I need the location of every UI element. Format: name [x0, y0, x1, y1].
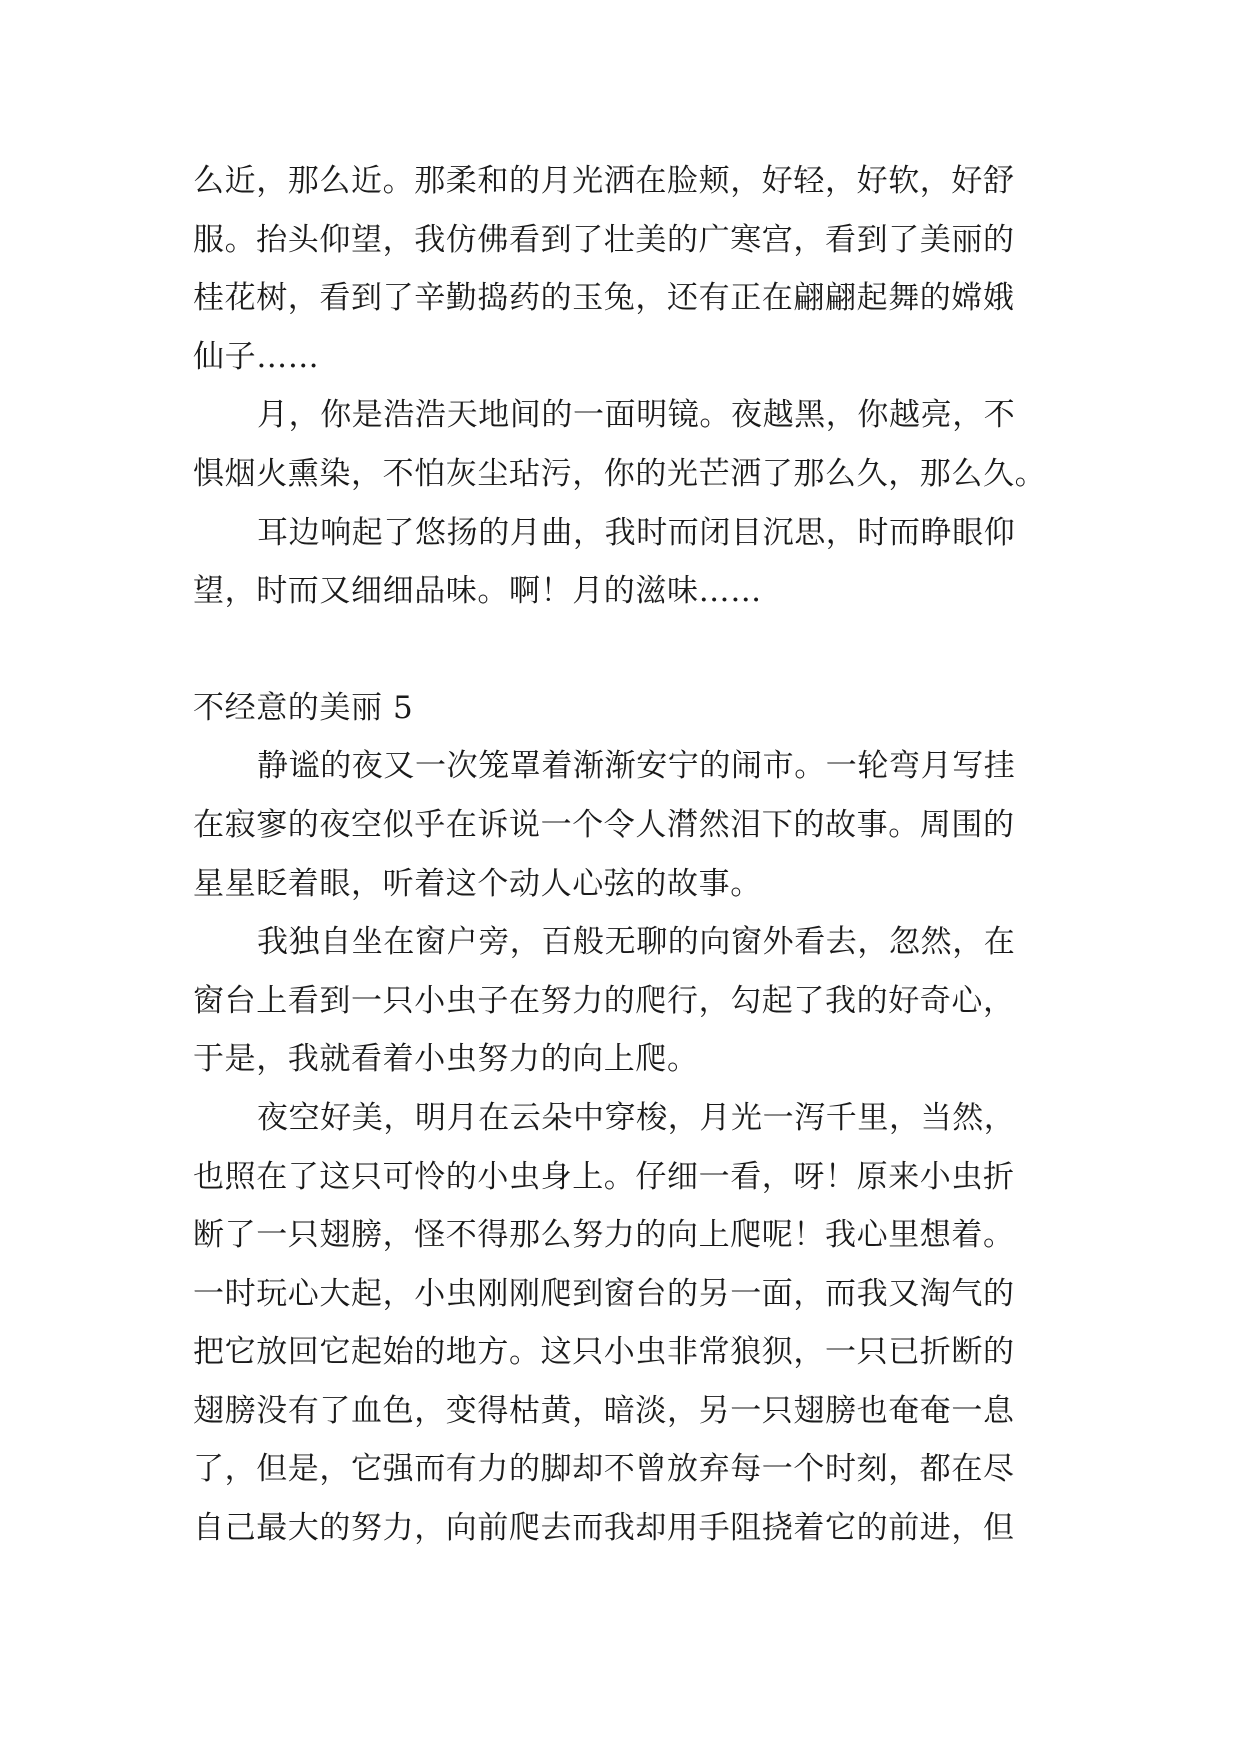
text-line: 星星眨着眼，听着这个动人心弦的故事。 — [193, 865, 762, 902]
text-line: 在寂寥的夜空似乎在诉说一个令人潸然泪下的故事。周围的 — [193, 806, 1015, 843]
text-line: 么近，那么近。那柔和的月光洒在脸颊，好轻，好软，好舒 — [193, 163, 1015, 199]
text-line: 翅膀没有了血色，变得枯黄，暗淡，另一只翅膀也奄奄一息 — [193, 1392, 1015, 1429]
paragraph — [193, 737, 1053, 913]
text-line: 仙子…… — [193, 338, 320, 375]
text-line: 了，但是，它强而有力的脚却不曾放弃每一个时刻，都在尽 — [193, 1451, 1015, 1488]
text-line: 我独自坐在窗户旁，百般无聊的向窗外看去，忽然，在 — [257, 924, 1016, 961]
section-gap — [193, 621, 1053, 679]
text-line: 桂花树，看到了辛勤捣药的玉兔，还有正在翩翩起舞的嫦娥 — [193, 280, 1015, 317]
paragraph — [193, 152, 1053, 386]
text-line: 静谧的夜又一次笼罩着渐渐安宁的闹市。一轮弯月写挂 — [257, 748, 1016, 785]
text-line: 于是，我就看着小虫努力的向上爬。 — [193, 1041, 699, 1078]
text-line: 断了一只翅膀，怪不得那么努力的向上爬呢！我心里想着。 — [193, 1217, 1015, 1254]
text-line: 服。抬头仰望，我仿佛看到了壮美的广寒宫，看到了美丽的 — [193, 221, 1015, 258]
text-line: 把它放回它起始的地方。这只小虫非常狼狈，一只已折断的 — [193, 1334, 1015, 1371]
paragraph — [193, 1089, 1053, 1558]
text-line: 一时玩心大起，小虫刚刚爬到窗台的另一面，而我又淘气的 — [193, 1275, 1015, 1312]
text-line: 也照在了这只可怜的小虫身上。仔细一看，呀！原来小虫折 — [193, 1158, 1015, 1195]
text-line: 夜空好美，明月在云朵中穿梭，月光一泻千里，当然， — [257, 1099, 1016, 1136]
paragraph — [193, 386, 1053, 503]
text-line: 耳边响起了悠扬的月曲，我时而闭目沉思，时而睁眼仰 — [257, 514, 1016, 551]
section-title: 不经意的美丽 5 — [193, 689, 414, 726]
text-line: 惧烟火熏染，不怕灰尘玷污，你的光芒洒了那么久，那么久。 — [193, 455, 1047, 492]
paragraph — [193, 504, 1053, 621]
text-line: 月，你是浩浩天地间的一面明镜。夜越黑，你越亮，不 — [257, 397, 1016, 434]
text-line: 望，时而又细细品味。啊！月的滋味…… — [193, 573, 762, 610]
text-line: 窗台上看到一只小虫子在努力的爬行，勾起了我的好奇心， — [193, 982, 1015, 1019]
document-body — [193, 152, 1053, 1558]
paragraph — [193, 913, 1053, 1089]
text-line: 自己最大的努力，向前爬去而我却用手阻挠着它的前进，但 — [193, 1510, 1015, 1547]
